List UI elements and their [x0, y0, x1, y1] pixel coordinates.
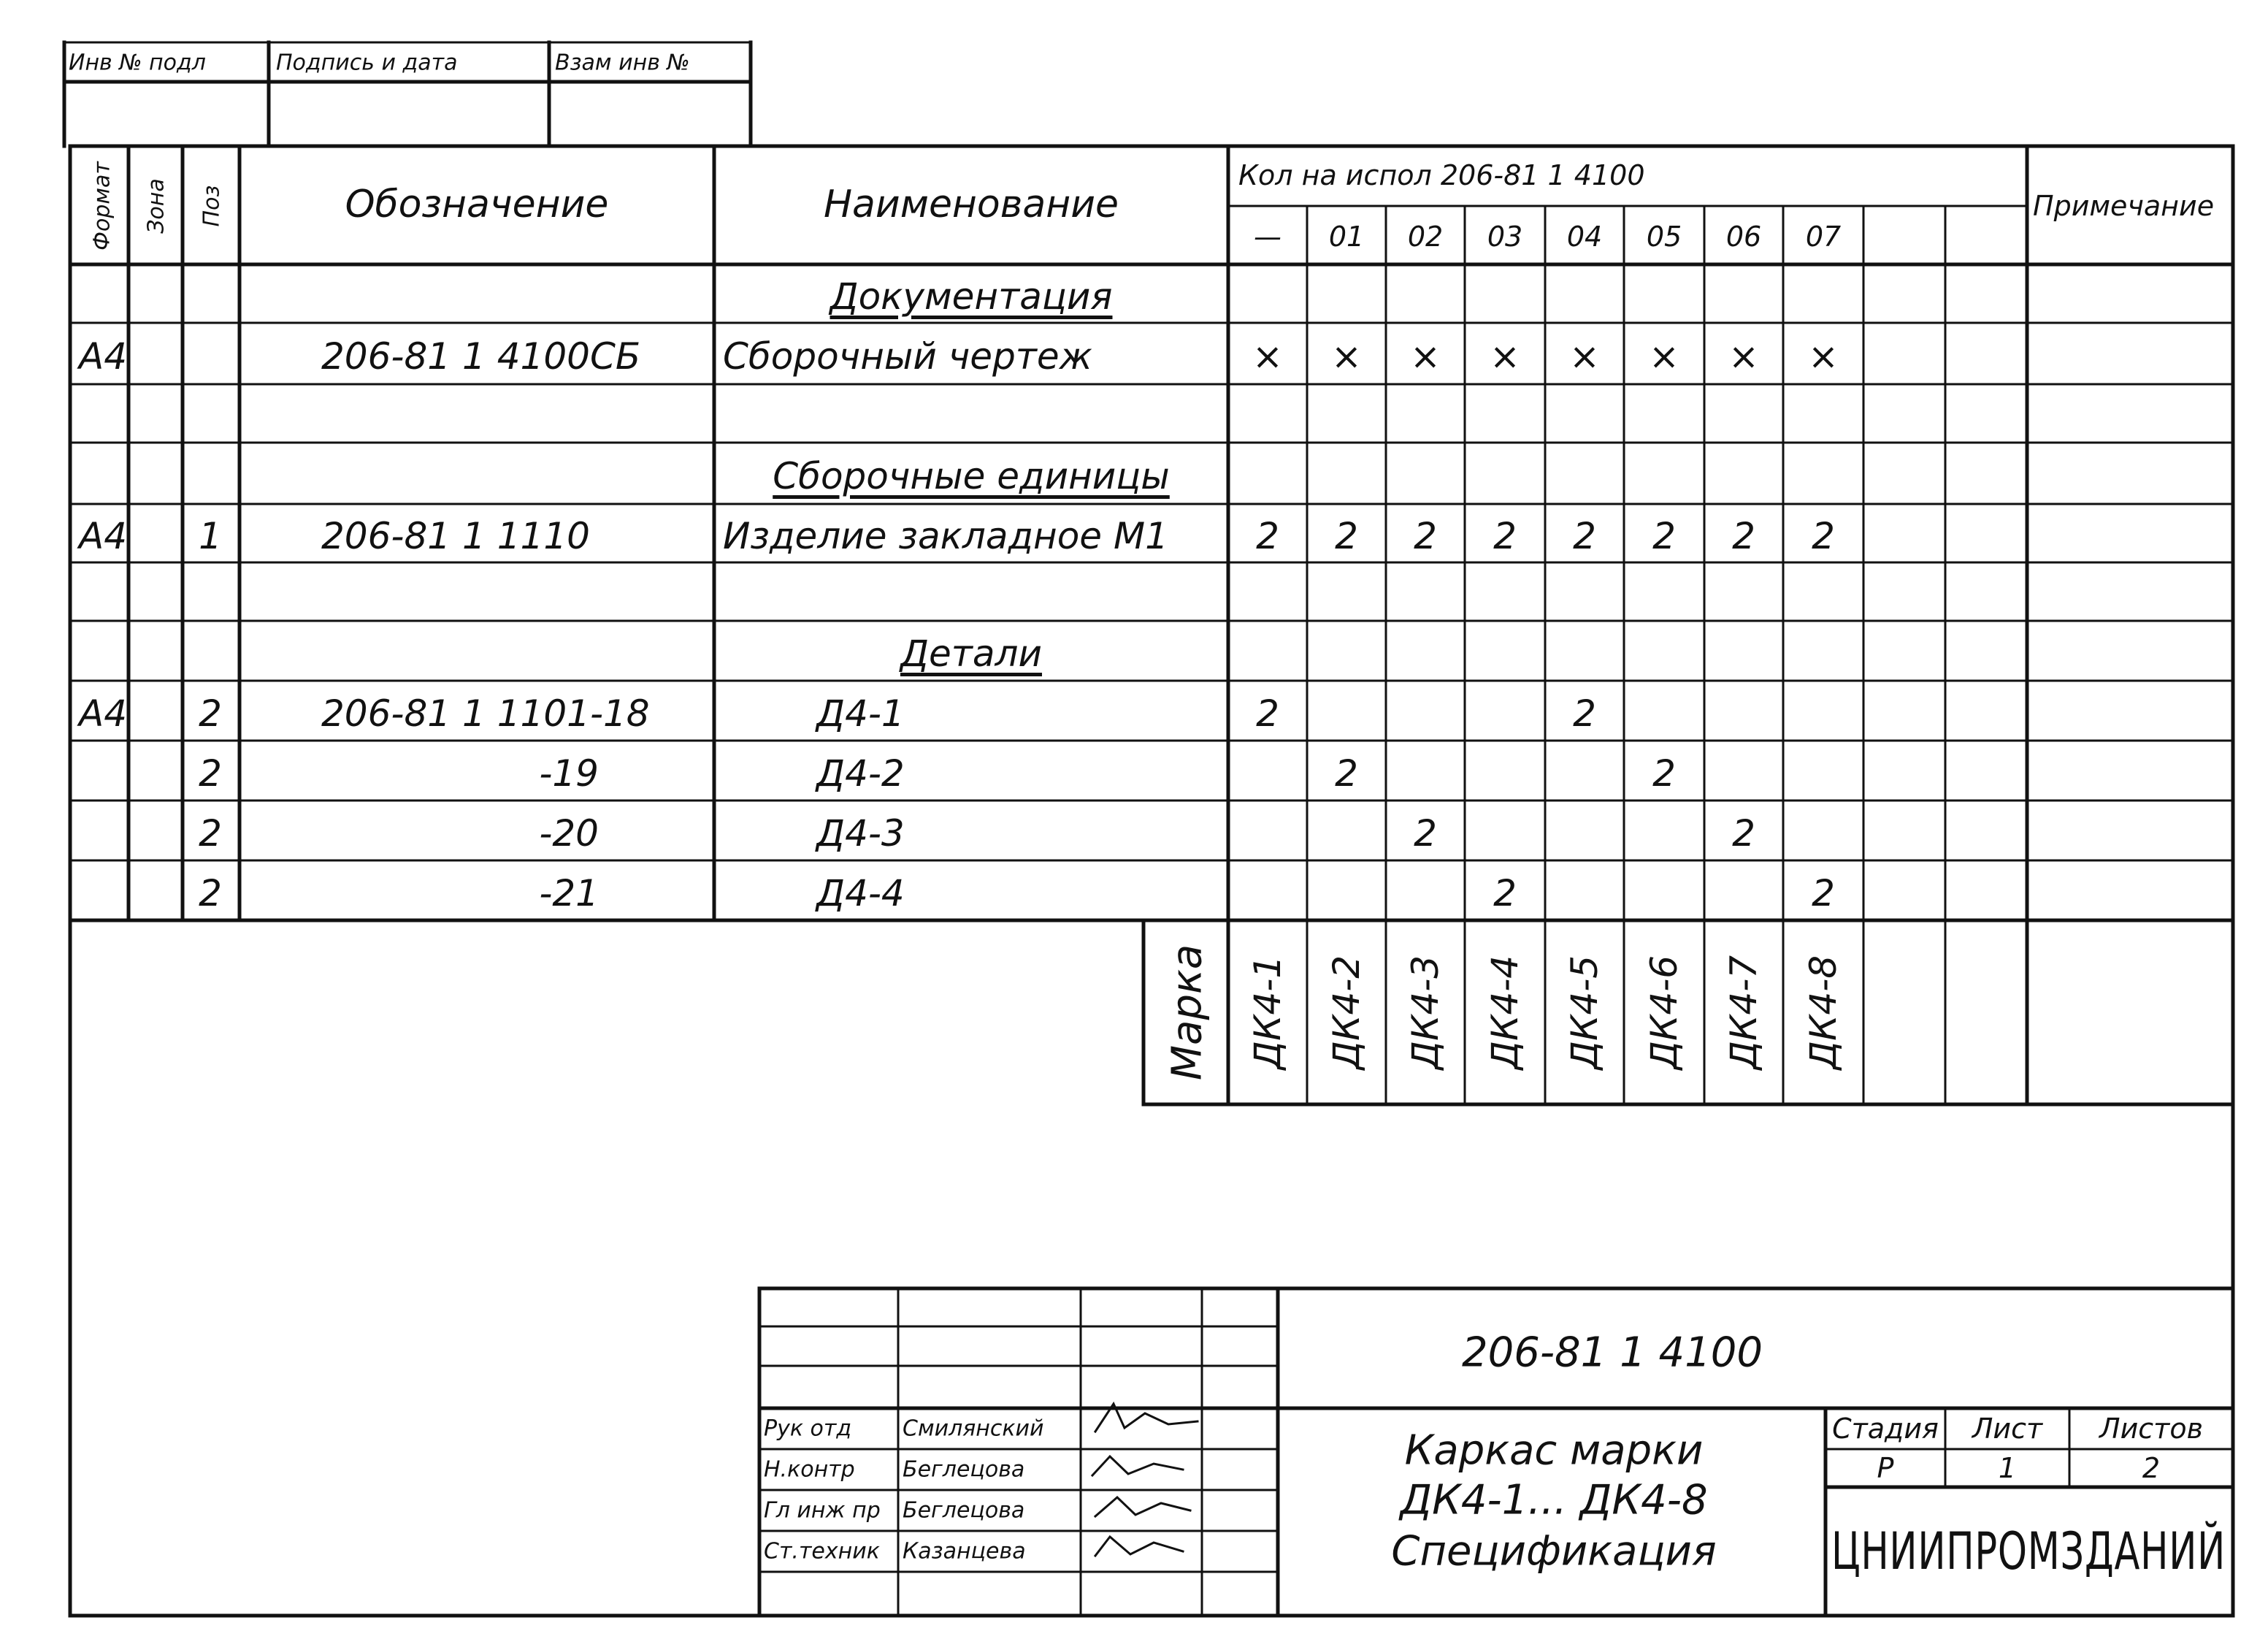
signature-mark [1095, 1497, 1190, 1516]
title-block [759, 1288, 2233, 1616]
table-row [199, 812, 1755, 855]
cell-qty: 2 [1652, 752, 1676, 795]
variant-code-row [1254, 221, 1841, 253]
table-header [90, 159, 2215, 251]
staff-row [764, 1416, 1044, 1442]
staff-row [764, 1457, 1024, 1483]
title-line-3: Спецификация [1391, 1527, 1717, 1575]
cell-qty: 2 [1732, 812, 1755, 855]
variant-code: 01 [1328, 221, 1365, 253]
cell-pos: 2 [199, 872, 222, 914]
cell-qty: 2 [1414, 812, 1437, 855]
header-zone: Зона [143, 178, 169, 234]
sheet-value: 1 [1998, 1452, 2017, 1484]
table-row [77, 692, 1596, 735]
table-row [899, 633, 1042, 675]
cell-name: Д4-4 [816, 872, 905, 914]
cell-qty: 2 [1414, 515, 1437, 557]
cell-name: Д4-2 [816, 752, 905, 795]
cell-pos: 1 [199, 515, 222, 557]
sheets-label: Листов [2099, 1413, 2203, 1445]
stamp-inv-label: Инв № подл [69, 50, 206, 76]
cell-designation: 206-81 1 4100СБ [321, 335, 641, 378]
cell-format: А4 [79, 692, 128, 735]
staff-name: Смилянский [903, 1416, 1044, 1442]
staff-row [764, 1539, 1026, 1564]
cell-qty: 2 [1335, 752, 1358, 795]
cell-name: Сборочный чертеж [723, 335, 1092, 378]
cell-qty: 2 [1573, 515, 1596, 557]
spec-table-grid [70, 146, 2233, 1104]
cell-pos: 2 [199, 812, 222, 855]
staff-role: Н.контр [764, 1456, 855, 1483]
variant-code: 04 [1566, 221, 1603, 253]
cell-qty: 2 [1493, 515, 1517, 557]
mark-label: ДК4-3 [1404, 955, 1447, 1070]
table-row [77, 515, 1835, 557]
mark-label: ДК4-5 [1563, 955, 1606, 1070]
header-qty-group: Кол на испол 206-81 1 4100 [1238, 159, 1645, 191]
table-row [77, 335, 1839, 378]
organization-name: ЦНИИПРОМЗДАНИЙ [1831, 1521, 2226, 1581]
sheet-label: Лист [1972, 1413, 2043, 1445]
cell-qty: 2 [1652, 515, 1676, 557]
mark-label: ДК4-2 [1325, 955, 1368, 1070]
mark-label: ДК4-7 [1723, 955, 1765, 1070]
cell-qty: 2 [1256, 515, 1279, 557]
title-line-2: ДК4-1... ДК4-8 [1400, 1476, 1708, 1524]
cell-format: А4 [79, 335, 128, 378]
cell-designation: -21 [539, 872, 599, 914]
cell-name: Д4-1 [816, 692, 905, 735]
staff-name: Беглецова [903, 1497, 1025, 1524]
mark-label: ДК4-4 [1484, 955, 1526, 1070]
staff-row [764, 1498, 1024, 1524]
cell-qty: × [1569, 335, 1600, 378]
spec-rows [77, 275, 1839, 914]
stamp-replace-label: Взам инв № [555, 50, 690, 76]
cell-qty: × [1410, 335, 1441, 378]
cell-qty: × [1649, 335, 1679, 378]
section-heading: Сборочные единицы [773, 455, 1170, 497]
cell-format: А4 [79, 515, 128, 557]
variant-code: — [1254, 221, 1282, 253]
cell-pos: 2 [199, 752, 222, 795]
cell-qty: 2 [1335, 515, 1358, 557]
staff-name: Казанцева [903, 1538, 1026, 1564]
inventory-stamp [64, 42, 751, 146]
signatures [1092, 1404, 1198, 1556]
cell-qty: × [1808, 335, 1839, 378]
staff-name: Беглецова [903, 1456, 1025, 1483]
stamp-signature-label: Подпись и дата [276, 50, 458, 76]
document-code: 206-81 1 4100 [1461, 1329, 1763, 1377]
cell-qty: 2 [1493, 872, 1517, 914]
staff-role: Ст.техник [764, 1538, 880, 1564]
stage-value: Р [1877, 1452, 1894, 1484]
cell-qty: × [1252, 335, 1283, 378]
header-pos: Поз [199, 185, 225, 227]
variant-code: 03 [1487, 221, 1523, 253]
marks-row [1164, 944, 1845, 1080]
marka-label: Марка [1163, 944, 1211, 1081]
mark-label: ДК4-6 [1643, 955, 1685, 1070]
staff-role: Рук отд [764, 1416, 852, 1442]
variant-code: 05 [1646, 221, 1682, 253]
cell-qty: × [1490, 335, 1520, 378]
sheets-value: 2 [2142, 1452, 2161, 1484]
table-row [199, 752, 1676, 795]
mark-label: ДК4-1 [1246, 955, 1289, 1070]
table-row [773, 455, 1170, 497]
cell-qty: 2 [1812, 872, 1835, 914]
variant-code: 02 [1407, 221, 1444, 253]
cell-designation: 206-81 1 1110 [321, 515, 590, 557]
table-row [829, 275, 1113, 318]
cell-designation: -19 [539, 752, 599, 795]
title-line-1: Каркас марки [1404, 1426, 1704, 1475]
mark-label: ДК4-8 [1802, 955, 1844, 1070]
staff-role: Гл инж пр [764, 1497, 881, 1524]
signature-mark [1092, 1456, 1183, 1475]
cell-qty: × [1331, 335, 1362, 378]
cell-name: Д4-3 [816, 812, 905, 855]
cell-qty: × [1728, 335, 1759, 378]
cell-qty: 2 [1573, 692, 1596, 735]
variant-code: 06 [1725, 221, 1762, 253]
cell-designation: 206-81 1 1101-18 [321, 692, 650, 735]
cell-pos: 2 [199, 692, 222, 735]
cell-designation: -20 [539, 812, 599, 855]
cell-qty: 2 [1732, 515, 1755, 557]
section-heading: Документация [830, 275, 1113, 318]
section-heading: Детали [900, 633, 1043, 675]
cell-qty: 2 [1256, 692, 1279, 735]
header-name: Наименование [823, 183, 1119, 226]
signature-mark [1095, 1537, 1183, 1556]
header-format: Формат [89, 161, 115, 251]
header-note: Примечание [2033, 190, 2215, 222]
variant-code: 07 [1805, 221, 1842, 253]
cell-name: Изделие закладное М1 [723, 515, 1168, 557]
table-row [199, 872, 1835, 914]
stage-label: Стадия [1832, 1413, 1939, 1445]
header-designation: Обозначение [345, 183, 609, 226]
cell-qty: 2 [1812, 515, 1835, 557]
